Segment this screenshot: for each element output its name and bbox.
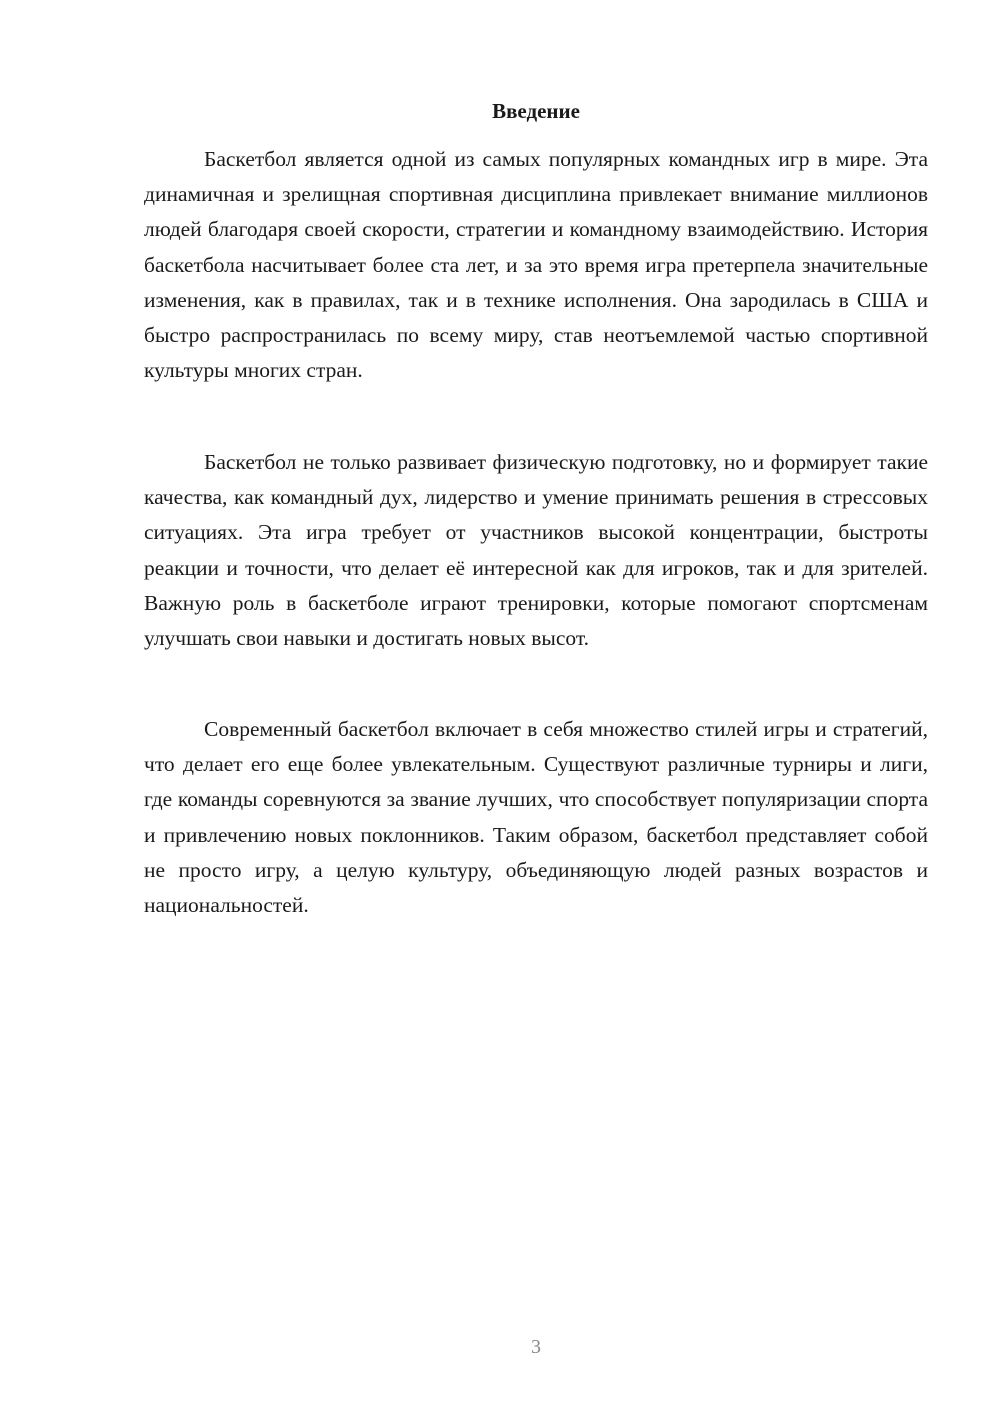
paragraph-2: Баскетбол не только развивает физическую подготовку, но и формирует такие качества, как командный дух, лидерство и умение принимать решения в стрессовых ситуациях. Эта игра требует от участников высокой концентрации, быстроты реакции и точности, что делает её интересной как для игроков, так и для зрителей. Важную роль в баскетболе играют тренировки, которые помогают спортсменам улучшать свои навыки и достигать новых высот. xyxy=(144,450,928,651)
section-title: Введение xyxy=(492,99,580,123)
paragraph-3: Современный баскетбол включает в себя множество стилей игры и стратегий, что делает его еще более увлекательным. Существуют различные турниры и лиги, где команды соревнуются за звание лучших, что способствует популяризации спорта и привлечению новых поклонников. Таким образом, баскетбол представляет собой не просто игру, а целую культуру, объединяющую людей разных возрастов и национальностей. xyxy=(144,717,928,918)
page-number: 3 xyxy=(531,1336,541,1358)
paragraph-1: Баскетбол является одной из самых популярных командных игр в мире. Эта динамичная и зрелищная спортивная дисциплина привлекает внимание миллионов людей благодаря своей скорости, стратегии и командному взаимодействию. История баскетбола насчитывает более ста лет, и за это время игра претерпела значительные изменения, как в правилах, так и в технике исполнения. Она зародилась в США и быстро распространилась по всему миру, став неотъемлемой частью спортивной культуры многих стран. xyxy=(144,147,928,383)
